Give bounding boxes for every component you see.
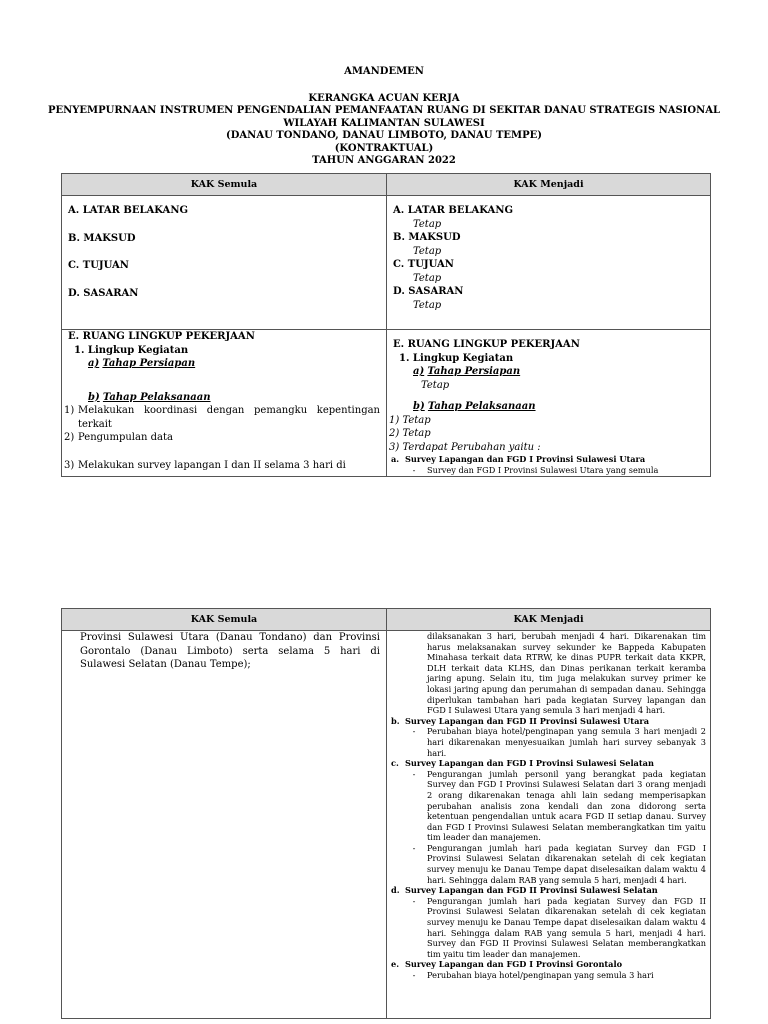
left-section-c: C. TUJUAN [68, 260, 129, 271]
header-project-title: PENYEMPURNAAN INSTRUMEN PENGENDALIAN PEMANFAATAN RUANG DI SEKITAR DANAU STRATEGIS NASIONAL [47, 105, 721, 116]
header-fiscal-year: TAHUN ANGGARAN 2022 [312, 155, 456, 166]
right-stage-a-value: Tetap [421, 379, 450, 391]
right-cell-continued [387, 631, 711, 1019]
right-section-c: C. TUJUAN [393, 259, 454, 270]
right-change-a-item-1: - Survey dan FGD I Provinsi Sulawesi Utara yang semula [412, 464, 659, 475]
left-cell-scope [62, 330, 387, 477]
right-section-b: B. MAKSUD [393, 232, 461, 243]
right-change-d-heading: d. Survey Lapangan dan FGD II Provinsi Sulawesi Selatan [391, 885, 658, 896]
right-change-e-heading: e. Survey Lapangan dan FGD I Provinsi Gorontalo [391, 959, 623, 970]
right-change-c-heading: c. Survey Lapangan dan FGD I Provinsi Sulawesi Selatan [391, 758, 654, 769]
left-stage-b-title: Tahap Pelaksanaan [102, 391, 211, 403]
right-stage-a-title: Tahap Persiapan [427, 366, 521, 377]
left-cell-sections-a-d [62, 196, 387, 330]
right-scope-item-1: 1. Lingkup Kegiatan [399, 352, 514, 364]
header-region: WILAYAH KALIMANTAN SULAWESI [283, 117, 485, 129]
left-stage-a-title: Tahap Persiapan [102, 358, 196, 369]
right-stage-b-letter: b) [413, 401, 425, 412]
right-cell-sections-a-d [387, 196, 711, 330]
right-activity-2: 2) Tetap [389, 428, 431, 439]
left-activity-3-continued: Provinsi Sulawesi Utara (Danau Tondano) dan Provinsi Gorontalo (Danau Limboto) serta selama 5 hari di Sulawesi Selatan (Danau Tempe); [80, 632, 380, 670]
right-section-e: E. RUANG LINGKUP PEKERJAAN [393, 339, 580, 350]
column-header-semula: KAK Semula [62, 174, 387, 196]
column-header-menjadi-p2: KAK Menjadi [387, 609, 711, 631]
left-section-d: D. SASARAN [68, 287, 139, 299]
left-stage-b-letter: b) [88, 391, 100, 403]
kak-comparison-table-page1 [61, 173, 711, 477]
right-section-c-value: Tetap [413, 272, 442, 284]
right-section-d: D. SASARAN [393, 286, 464, 297]
right-change-d-item-1: - Pengurangan jumlah hari pada kegiatan Survey dan FGD II Provinsi Sulawesi Selatan dikarenakan setelah di cek kegiatan survey menuju ke Danau Tempe dapat diselesaikan dalam waktu 4 hari. Sehingga dalam RAB yang semula 5 hari, menjadi 4 hari. Survey dan FGD II Provinsi Sulawesi Selatan memberangkatkan tim yaitu tim leader dan manajemen. [412, 895, 706, 959]
right-change-c-item-2: - Pengurangan jumlah hari pada kegiatan Survey dan FGD I Provinsi Sulawesi Selatan dikarenakan setelah di cek kegiatan survey menuju ke Danau Tempe dapat diselesaikan dalam waktu 4 hari. Sehingga dalam RAB yang semula 5 hari, menjadi 4 hari. [412, 842, 706, 885]
right-activity-1: 1) Tetap [389, 414, 431, 426]
header-contract-type: (KONTRAKTUAL) [334, 142, 434, 154]
header-lakes: (DANAU TONDANO, DANAU LIMBOTO, DANAU TEMPE) [226, 130, 542, 141]
right-activity-3: 3) Terdapat Perubahan yaitu : [389, 441, 541, 453]
right-change-b-item-1: - Perubahan biaya hotel/penginapan yang semula 3 hari menjadi 2 hari dikarenakan menyesuaikan jumlah hari survey sebanyak 3 hari. [412, 726, 706, 758]
right-section-a: A. LATAR BELAKANG [393, 205, 513, 216]
right-section-d-value: Tetap [413, 299, 442, 311]
right-change-c-item-1: - Pengurangan jumlah personil yang berangkat pada kegiatan Survey dan FGD I Provinsi Sulawesi Selatan dari 3 orang menjadi 2 orang dikarenakan tenaga ahli lain sedang memperisapkan perubahan analisis zona kendali dan zona didorong serta ketentuan pengendalian untuk acara FGD II setiap danau. Survey dan FGD I Provinsi Sulawesi Selatan memberangkatkan tim yaitu tim leader dan manajemen. [412, 768, 706, 843]
left-stage-a-letter: a) [88, 358, 100, 369]
right-change-e-item-1: - Perubahan biaya hotel/penginapan yang semula 3 hari [412, 970, 654, 980]
column-header-menjadi: KAK Menjadi [387, 174, 711, 196]
document-header [0, 66, 768, 168]
right-cell-scope [387, 330, 711, 477]
right-change-a-item-1-continued: dilaksanakan 3 hari, berubah menjadi 4 hari. Dikarenakan tim harus melaksanakan survey sekunder ke Bappeda Kabupaten Minahasa terkait data RTRW, ke dinas PUPR terkait data KKPR, DLH terkait data KLHS, dan Dinas perikanan terkait keramba jaring apung. Selain itu, tim juga melakukan survey primer ke lokasi jaring apung dan perumahan di sempadan danau. Sehingga diperlukan tambahan hari pada kegiatan Survey lapangan dan FGD I Sulawesi Utara yang semula 3 hari menjadi 4 hari. [427, 631, 706, 716]
left-activity-1: 1) Melakukan koordinasi dengan pemangku kepentingan terkait [64, 405, 380, 430]
left-section-b: B. MAKSUD [68, 232, 136, 244]
right-change-b-heading: b. Survey Lapangan dan FGD II Provinsi Sulawesi Utara [391, 715, 650, 726]
left-activity-3: 3) Melakukan survey lapangan I dan II selama 3 hari di [64, 459, 346, 471]
header-kak-title: KERANGKA ACUAN KERJA [308, 92, 460, 104]
left-section-e: E. RUANG LINGKUP PEKERJAAN [68, 331, 255, 342]
right-section-a-value: Tetap [413, 218, 442, 230]
left-scope-item-1: 1. Lingkup Kegiatan [74, 344, 189, 356]
right-stage-a-letter: a) [413, 366, 425, 377]
left-cell-continued [62, 631, 387, 1019]
right-change-a-heading: a. Survey Lapangan dan FGD I Provinsi Sulawesi Utara [391, 454, 646, 464]
left-section-a: A. LATAR BELAKANG [68, 205, 188, 216]
right-stage-b-title: Tahap Pelaksanaan [427, 401, 536, 412]
right-section-b-value: Tetap [413, 245, 442, 257]
kak-comparison-table-page2 [61, 608, 711, 1019]
header-amandemen: AMANDEMEN [344, 66, 424, 77]
column-header-semula-p2: KAK Semula [62, 609, 387, 631]
left-activity-2: 2) Pengumpulan data [64, 432, 173, 443]
